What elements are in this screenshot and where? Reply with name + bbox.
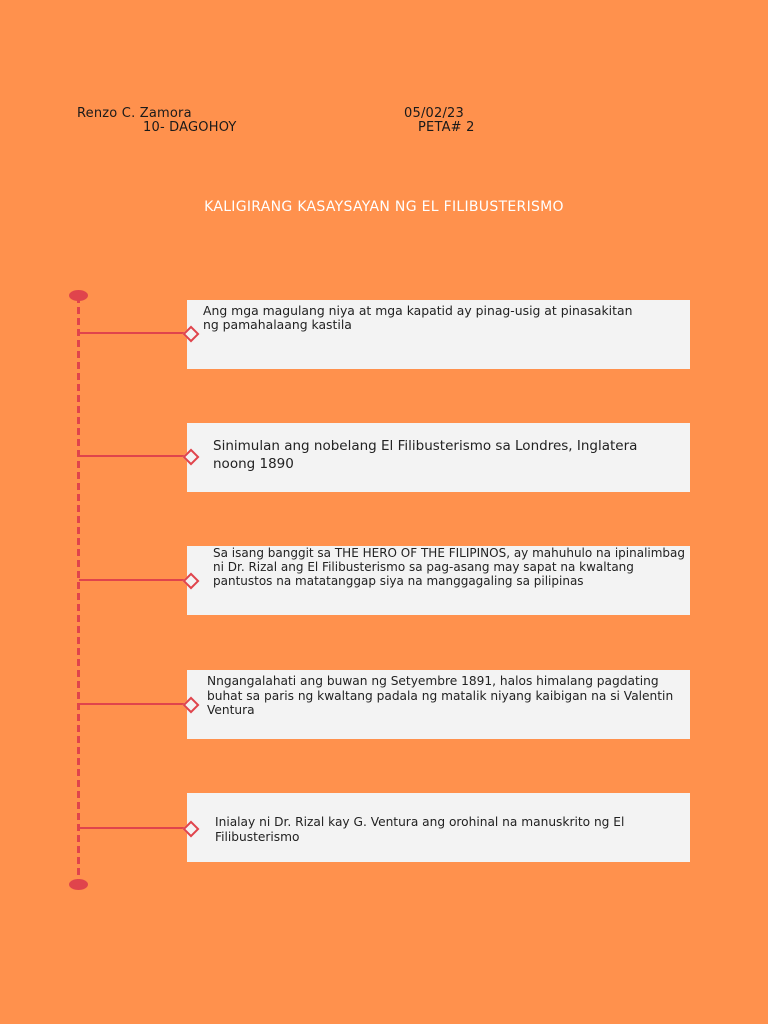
page-title: KALIGIRANG KASAYSAYAN NG EL FILIBUSTERISMO (204, 199, 564, 215)
student-section: 10- DAGOHOY (143, 120, 237, 135)
timeline-card (187, 670, 690, 739)
timeline-card-text: Inialay ni Dr. Rizal kay G. Ventura ang orohinal na manuskrito ng El Filibusterismo (215, 815, 625, 844)
timeline-card (187, 546, 690, 615)
timeline-axis (77, 296, 80, 884)
date-label: 05/02/23 (404, 106, 464, 121)
timeline-card-text: Nngangalahati ang buwan ng Setyembre 1891, halos himalang pagdating buhat sa paris ng kwaltang padala ng matalik niyang kaibigan na si Valentin Ventura (207, 674, 674, 717)
timeline-end-dot (69, 879, 88, 890)
peta-label: PETA# 2 (418, 120, 475, 135)
timeline-card-text: Ang mga magulang niya at mga kapatid ay pinag-usig at pinasakitan ng pamahalaang kastila (203, 303, 633, 332)
student-name: Renzo C. Zamora (77, 106, 192, 121)
timeline-connector (79, 332, 186, 334)
timeline-card (187, 793, 690, 862)
timeline-card (187, 300, 690, 369)
timeline-connector (79, 827, 186, 829)
timeline-connector (79, 703, 186, 705)
timeline-card-text: Sa isang banggit sa THE HERO OF THE FILIPINOS, ay mahuhulo na ipinalimbag ni Dr. Rizal ang El Filibusterismo sa pag-asang may sapat na kwaltang pantustos na matatanggap siya na manggagaling sa pilipinas (213, 546, 686, 588)
timeline-card (187, 423, 690, 492)
timeline-card-text: Sinimulan ang nobelang El Filibusterismo sa Londres, Inglatera noong 1890 (213, 438, 638, 472)
timeline-connector (79, 455, 186, 457)
timeline-connector (79, 579, 186, 581)
